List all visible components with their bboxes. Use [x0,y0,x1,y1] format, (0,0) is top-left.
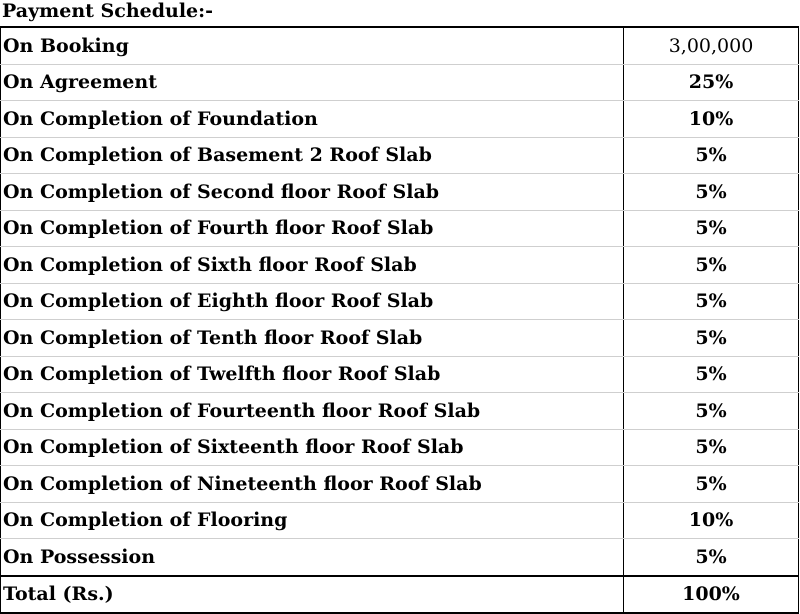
table-row [1,174,799,211]
row-value: 25% [624,64,799,101]
row-value: 5% [624,539,799,576]
table-row [1,101,799,138]
table-row [1,210,799,247]
row-value: 5% [624,247,799,284]
table-row [1,539,799,576]
row-value: 10% [624,101,799,138]
table-row [1,320,799,357]
row-label: On Completion of Nineteenth floor Roof Slab [1,466,624,503]
table-row [1,247,799,284]
row-label: On Booking [1,27,624,64]
payment-schedule-table [0,26,799,614]
row-label: On Completion of Sixteenth floor Roof Slab [1,429,624,466]
row-label: On Completion of Eighth floor Roof Slab [1,283,624,320]
row-label: On Completion of Tenth floor Roof Slab [1,320,624,357]
row-label: On Completion of Foundation [1,101,624,138]
row-value: 5% [624,356,799,393]
row-value: 3,00,000 [624,27,799,64]
row-label: On Completion of Twelfth floor Roof Slab [1,356,624,393]
row-value: 5% [624,466,799,503]
total-value: 100% [624,576,799,614]
row-value: 10% [624,502,799,539]
table-row [1,502,799,539]
total-label: Total (Rs.) [1,576,624,614]
table-row [1,429,799,466]
row-value: 5% [624,283,799,320]
row-value: 5% [624,210,799,247]
row-label: On Completion of Flooring [1,502,624,539]
total-row [1,576,799,614]
row-label: On Possession [1,539,624,576]
row-value: 5% [624,137,799,174]
row-label: On Completion of Basement 2 Roof Slab [1,137,624,174]
row-value: 5% [624,393,799,430]
table-row [1,64,799,101]
row-label: On Completion of Fourteenth floor Roof Slab [1,393,624,430]
table-row [1,466,799,503]
table-row [1,27,799,64]
row-label: On Completion of Second floor Roof Slab [1,174,624,211]
table-row [1,283,799,320]
row-label: On Completion of Fourth floor Roof Slab [1,210,624,247]
row-value: 5% [624,429,799,466]
row-value: 5% [624,320,799,357]
table-row [1,393,799,430]
table-row [1,137,799,174]
row-label: On Completion of Sixth floor Roof Slab [1,247,624,284]
row-value: 5% [624,174,799,211]
row-label: On Agreement [1,64,624,101]
page-title: Payment Schedule:- [2,0,214,22]
table-row [1,356,799,393]
